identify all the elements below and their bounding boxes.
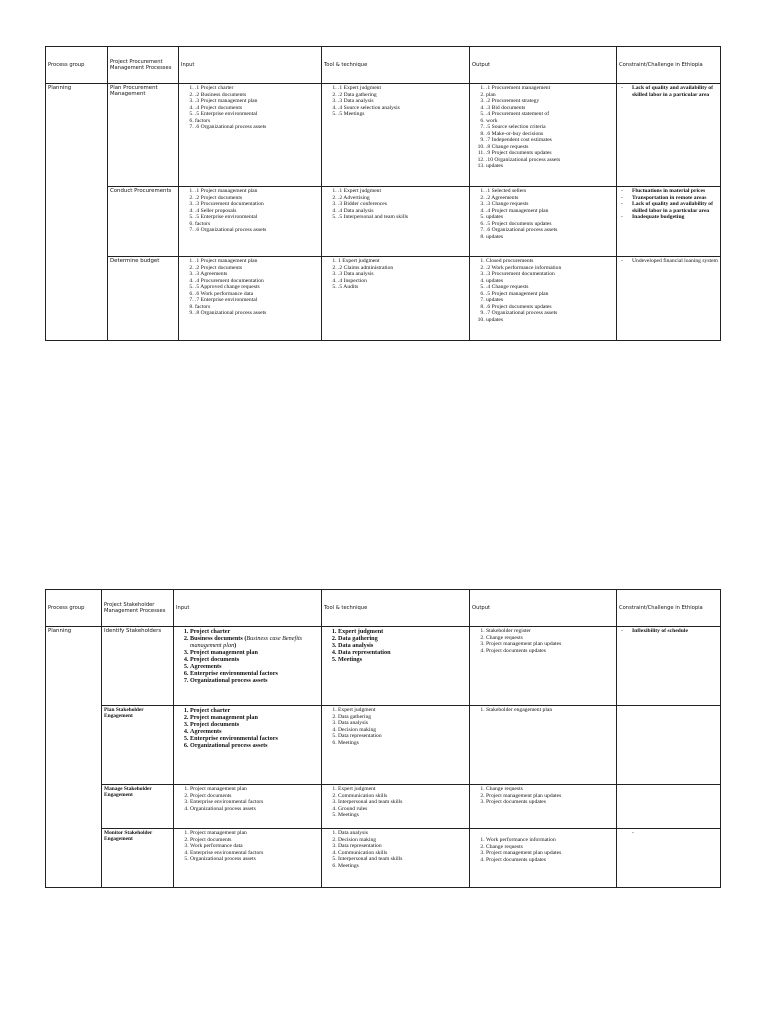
list-item: 2. Project management plan [190,714,319,721]
list-item: 4. Ground rules [338,806,467,813]
list-item: 6. Meetings [338,740,467,747]
output-cell [470,187,617,257]
list-item: 5. Organizational process assets [190,856,319,863]
constraint-cell [617,187,721,257]
constraint-cell [617,257,721,341]
list-item: 5. .5 Enterprise environmental [195,111,319,118]
list-item: 2. .2 Project documents [195,195,319,202]
list-item: 13. updates [486,163,614,170]
input-cell [174,706,322,785]
list-item: 4. Project documents updates [486,648,614,655]
tool-cell [322,706,470,785]
list-item: 4. .4 Source selection analysis [338,105,467,112]
list-item: 5. .5 Interpersonal and team skills [338,214,467,221]
constraint-item: - Transportation in remote areas [632,195,718,202]
table-row [46,627,721,706]
list-item: 3. Data representation [338,843,467,850]
list-item: 3. .3 Data analysis [338,271,467,278]
list-item: 6. .5 Project documents updates [486,221,614,228]
list-item: 4. Project documents updates [486,857,614,864]
list-item: 1. .1 Expert judgment [338,85,467,92]
list-item: 3. .3 Data analysis [338,98,467,105]
output-cell [470,829,617,888]
list-item: 6. factors [195,118,319,125]
list-item: 5. .4 Procurement statement of [486,111,614,118]
output-cell [470,706,617,785]
list-item: 1. 1 Expert judgment [338,258,467,265]
list-item: 8. factors [195,304,319,311]
list-item: 3. .3 Procurement documentation [195,201,319,208]
list-item: 2. Communication skills [338,793,467,800]
list-item: 4. Project documents [190,656,319,663]
list-item: 3. .3 Change requests [486,201,614,208]
tool-cell [322,84,470,187]
list-item: 5. .5 Approved change requests [195,284,319,291]
process-name: Identify Stakeholders [102,627,174,706]
list-item: 4. .4 Seller proposals [195,208,319,215]
list-item: 1. Closed procurements [486,258,614,265]
list-item: 1. Data analysis [338,830,467,837]
process-name: Plan Procurement Management [108,84,179,187]
header-input: Input [179,47,322,84]
list-item: 4. .4 Procurement documentation [195,278,319,285]
list-item: 4. Organizational process assets [190,806,319,813]
list-item: 9. .7 Independent cost estimates [486,137,614,144]
list-item: 2. Data gathering [338,714,467,721]
stakeholder-table [45,589,721,888]
table-row [46,706,721,785]
list-item: 2. Change requests [486,635,614,642]
list-item: 2. .2 Work performance information [486,265,614,272]
list-item: 4. .4 Inspection [338,278,467,285]
list-item: 4. .4 Project management plan [486,208,614,215]
list-item: 7. .5 Source selection criteria [486,124,614,131]
list-item: 2. .2 Agreements [486,195,614,202]
list-item: 4. Data representation [338,649,467,656]
constraint-cell [617,706,721,785]
list-item: 6. Enterprise environmental factors [190,670,319,677]
list-item: 5. Interpersonal and team skills [338,856,467,863]
list-item: 3. Interpersonal and team skills [338,799,467,806]
table-row [46,84,721,187]
list-item: 3. Project management plan updates [486,850,614,857]
list-item: 8. updates [486,234,614,241]
list-item: 1. Expert judgment [338,628,467,635]
input-cell [179,187,322,257]
process-name: Plan Stakeholder Engagement [102,706,174,785]
list-item: 1. Project charter [190,707,319,714]
list-item: 3. .3 Project management plan [195,98,319,105]
list-item: 2. Project management plan updates [486,793,614,800]
output-cell [470,627,617,706]
list-item: 6. .6 Work performance data [195,291,319,298]
list-item: 2. Project documents [190,793,319,800]
list-item: 7. .6 Organizational process assets [195,124,319,131]
tool-cell [322,627,470,706]
list-item: 5. .4 Change requests [486,284,614,291]
list-item: 1. .1 Project management plan [195,188,319,195]
constraint-item: - Inflexibility of schedule [632,628,718,635]
list-item: 4. Decision making [338,727,467,734]
input-text: ) [234,642,237,649]
constraint-cell [617,785,721,829]
input-cell [174,627,322,706]
constraint-dash: - [632,830,634,836]
list-item: 1. Stakeholder register [486,628,614,635]
list-item: 6. Organizational process assets [190,742,319,749]
list-item: 10. updates [486,317,614,324]
list-item: 1. Project charter [190,628,319,635]
constraint-item: - Inadequate budgeting [632,214,718,221]
header-constraint: Constraint/Challenge in Ethiopia [617,47,721,84]
output-cell [470,84,617,187]
table-row [46,187,721,257]
output-cell [470,257,617,341]
tool-cell [322,257,470,341]
list-item: 1. Expert judgment [338,707,467,714]
list-item: 2. .2 Project documents [195,265,319,272]
process-group-cell: Planning [46,627,102,888]
constraint-item: - Undeveloped financial loaning system [632,258,718,265]
header-process-group: Process group [46,47,108,84]
list-item: 3. Work performance data [190,843,319,850]
input-cell [174,829,322,888]
list-item: 11. .9 Project documents updates [486,150,614,157]
input-cell [179,257,322,341]
list-item: 1. .1 Procurement management [486,85,614,92]
input-cell [174,785,322,829]
header-input: Input [174,590,322,627]
list-item: 7. .6 Organizational process assets [486,227,614,234]
list-item: 1. Project management plan [190,830,319,837]
list-item: 4. .3 Bid documents [486,105,614,112]
list-item: 1. .1 Expert judgment [338,188,467,195]
list-item: 3. Project management plan [190,649,319,656]
list-item: 1. Work performance information [486,837,614,844]
list-item: 6. .5 Project management plan [486,291,614,298]
list-item: 3. .2 Procurement strategy [486,98,614,105]
constraint-item: - Lack of quality and availability of skilled labor in a particular area [632,85,718,98]
process-name: Monitor Stakeholder Engagement [102,829,174,888]
process-name: Conduct Procurements [108,187,179,257]
list-item: 4. Enterprise environmental factors [190,850,319,857]
input-cell [179,84,322,187]
list-item: 2. .2 Data gathering [338,92,467,99]
list-item: 3. .3 Procurement documentation [486,271,614,278]
header-output: Output [470,590,617,627]
constraint-item: - Lack of quality and availability of skilled labor in a particular area [632,201,718,214]
list-item: 6. Meetings [338,863,467,870]
tool-cell [322,187,470,257]
list-item: 3. Project documents updates [486,799,614,806]
list-item: 1. Expert judgment [338,786,467,793]
list-item: 7. updates [486,297,614,304]
list-item: 8. .6 Make-or-buy decisions [486,131,614,138]
table-row [46,257,721,341]
header-processes: Project Stakeholder Management Processes [102,590,174,627]
process-name: Determine budget [108,257,179,341]
list-item: 1. Stakeholder engagement plan [486,707,614,714]
tool-cell [322,829,470,888]
output-cell [470,785,617,829]
list-item: 8. .6 Project documents updates [486,304,614,311]
list-item: 9. .8 Organizational process assets [195,310,319,317]
list-item: 5. Meetings [338,812,467,819]
list-item: 2. .2 Claims administration [338,265,467,272]
list-item: 3. Data analysis [338,642,467,649]
list-item: 5. .5 Meetings [338,111,467,118]
list-item: 2. Decision making [338,837,467,844]
list-item: 6. work [486,118,614,125]
list-item: 1. .1 Project management plan [195,258,319,265]
header-output: Output [470,47,617,84]
header-tool-technique: Tool & technique [322,47,470,84]
header-tool-technique: Tool & technique [322,590,470,627]
list-item: 7. .7 Enterprise environmental [195,297,319,304]
list-item: 1. Project management plan [190,786,319,793]
list-item: 5. .5 Enterprise environmental [195,214,319,221]
header-constraint: Constraint/Challenge in Ethiopia [617,590,721,627]
list-item: 5. Meetings [338,656,467,663]
list-item: 3. Data analysis [338,720,467,727]
list-item: 2. .2 Business documents [195,92,319,99]
list-item: 5. Data representation [338,733,467,740]
list-item: 2. .2 Advertising [338,195,467,202]
list-item: 4. Agreements [190,728,319,735]
list-item: 1. .1 Project charter [195,85,319,92]
header-process-group: Process group [46,590,102,627]
list-item: 3. .3 Bidder conferences [338,201,467,208]
list-item: 2. Change requests [486,844,614,851]
list-item: 2. Project documents [190,837,319,844]
list-item: 2. Data gathering [338,635,467,642]
tool-cell [322,785,470,829]
list-item: 5. Agreements [190,663,319,670]
list-item: 5. .5 Audits [338,284,467,291]
list-item: 2. plan [486,92,614,99]
list-item: 1. .1 Selected sellers [486,188,614,195]
input-italic-text: Business case Benefits management plan [190,635,303,649]
header-row [46,590,721,627]
list-item: 3. Project management plan updates [486,641,614,648]
process-name: Manage Stakeholder Engagement [102,785,174,829]
constraint-cell [617,84,721,187]
process-group-cell: Planning [46,84,108,341]
list-item: 4. Communication skills [338,850,467,857]
list-item: 3. Project documents [190,721,319,728]
list-item: 7. Organizational process assets [190,677,319,684]
constraint-item: - Fluctuations in material prices [632,188,718,195]
header-row [46,47,721,84]
constraint-cell [617,627,721,706]
table-row [46,785,721,829]
input-text: Business documents ( [190,635,247,642]
list-item: 5. updates [486,214,614,221]
constraint-cell [617,829,721,888]
procurement-table [45,46,721,341]
list-item: 4. .4 Project documents [195,105,319,112]
list-item: 12. .10 Organizational process assets [486,157,614,164]
list-item: 1. Change requests [486,786,614,793]
header-processes: Project Procurement Management Processes [108,47,179,84]
list-item: 4. updates [486,278,614,285]
list-item: 4. .4 Data analysis [338,208,467,215]
list-item: 5. Enterprise environmental factors [190,735,319,742]
list-item: 3. Enterprise environmental factors [190,799,319,806]
list-item [190,635,319,649]
list-item: 9. .7 Organizational process assets [486,310,614,317]
list-item: 10. .8 Change requests [486,144,614,151]
list-item: 6. factors [195,221,319,228]
table-row [46,829,721,888]
list-item: 7. .6 Organizational process assets [195,227,319,234]
list-item: 3. .3 Agreements [195,271,319,278]
